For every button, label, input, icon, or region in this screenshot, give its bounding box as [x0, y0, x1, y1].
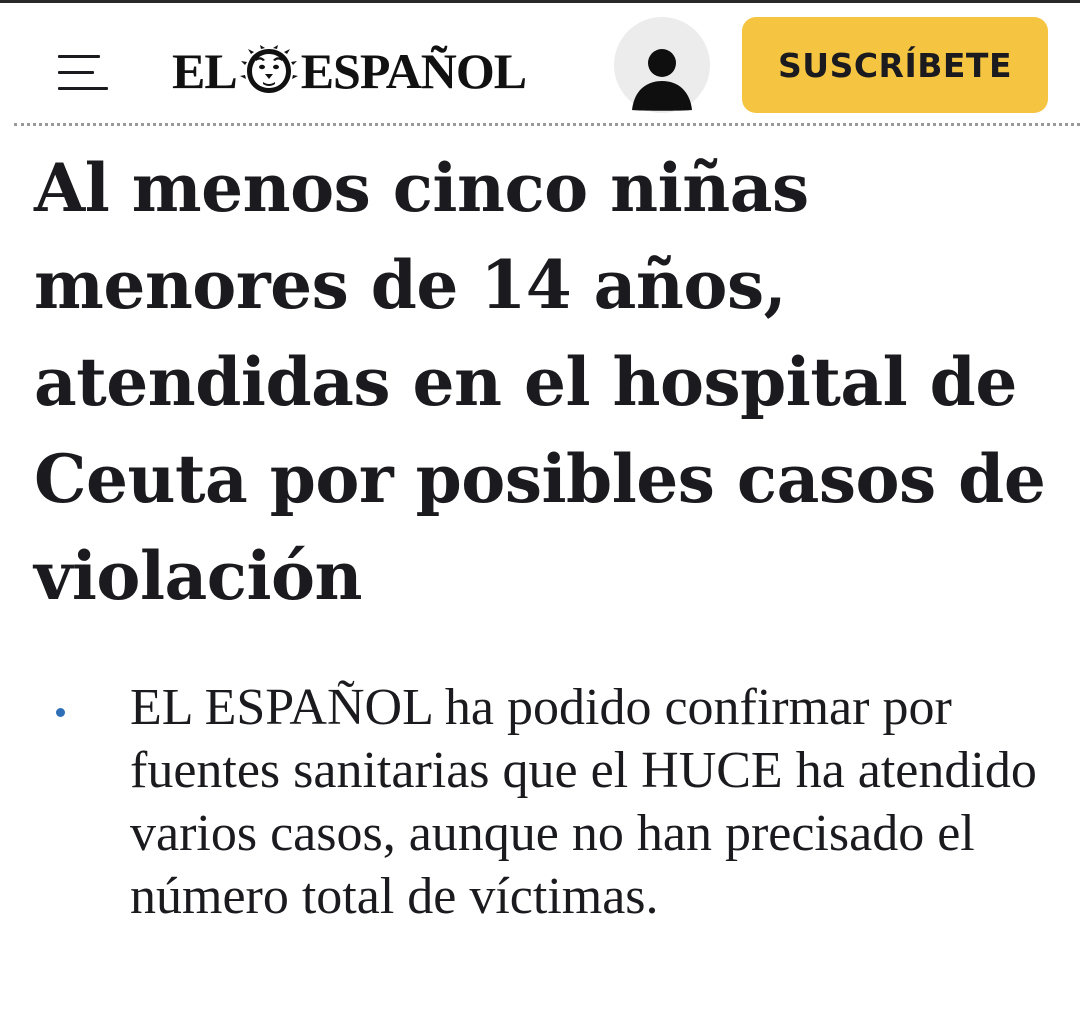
logo-text-espanol: ESPAÑOL — [300, 43, 527, 99]
hamburger-menu-icon[interactable] — [58, 53, 116, 93]
lion-emblem-icon — [239, 45, 299, 97]
user-account-button[interactable] — [614, 17, 710, 113]
header-divider — [14, 123, 1080, 126]
article-summary-list — [0, 676, 1080, 928]
logo-text-el: EL — [172, 43, 237, 99]
summary-item — [0, 676, 1080, 928]
user-icon — [614, 17, 710, 113]
summary-text: EL ESPAÑOL ha podido confirmar por fuentes sanitarias que el HUCE ha atendido varios casos, aunque no han precisado el número total de víctimas. — [130, 679, 1037, 925]
bullet-dot-icon — [56, 708, 65, 717]
site-header — [0, 3, 1080, 121]
site-logo[interactable] — [172, 41, 526, 101]
article-headline: Al menos cinco niñas menores de 14 años, atendidas en el hospital de Ceuta por posibles casos de violación — [34, 149, 1046, 615]
subscribe-button[interactable]: SUSCRÍBETE — [742, 17, 1048, 113]
